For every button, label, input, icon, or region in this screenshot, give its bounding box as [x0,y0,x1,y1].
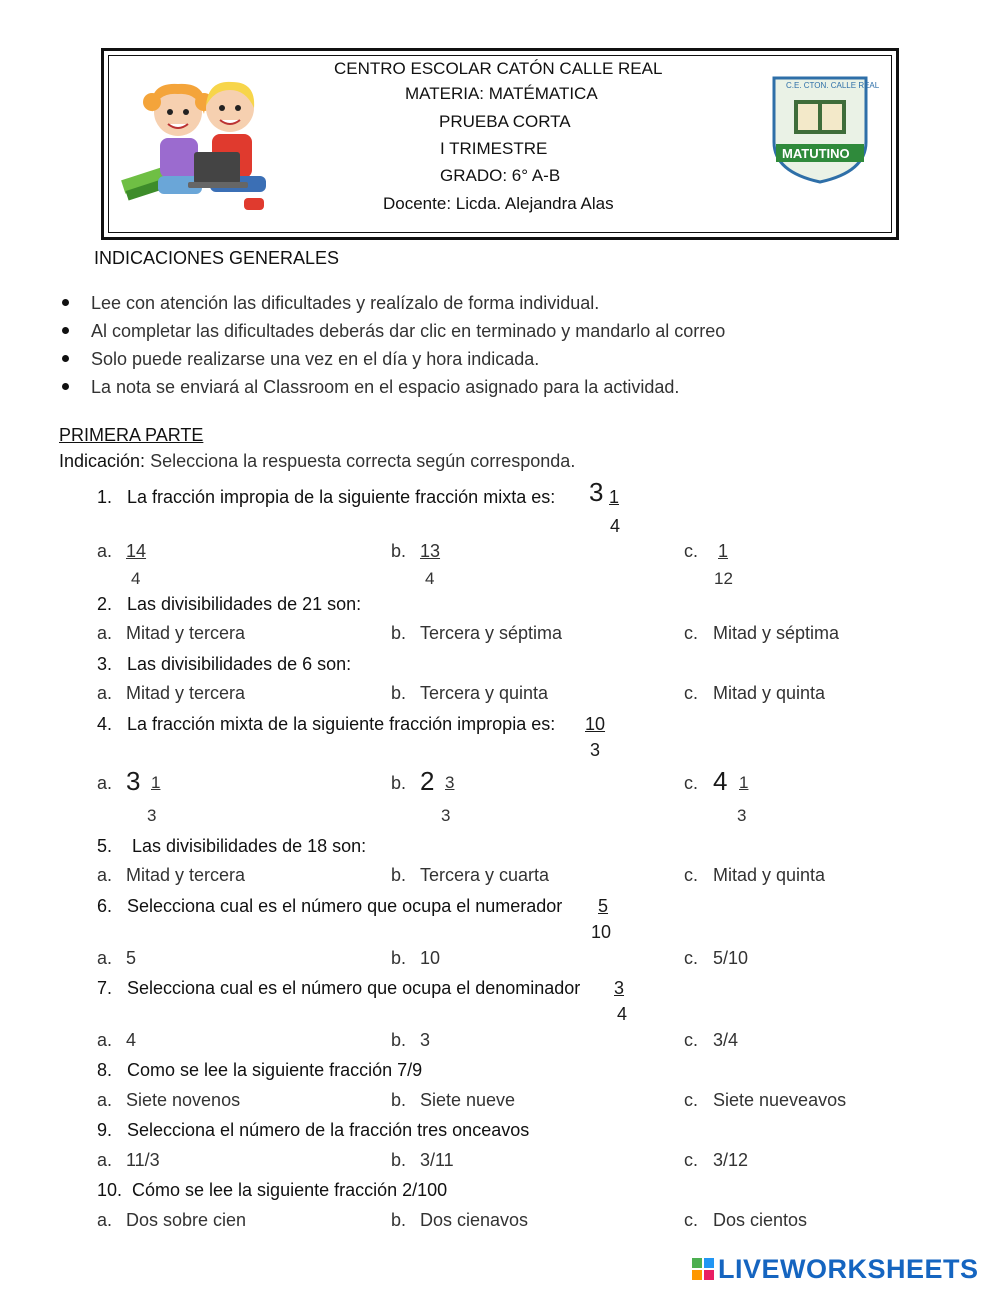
instruction-item: Al completar las dificultades deberás dar clic en terminado y mandarlo al correo [62,321,725,342]
q3-option-a[interactable]: a. Mitad y tercera [97,683,246,703]
q4-option-c-num: 1 [739,773,749,792]
subject-line: MATERIA: MATÉMATICA [405,84,598,103]
instruction-item: La nota se enviará al Classroom en el espacio asignado para la actividad. [62,377,679,398]
question-10: 10. Cómo se lee la siguiente fracción 2/100 [97,1180,448,1200]
badge-text: MATUTINO [782,146,850,161]
q7-denominator: 4 [617,1004,628,1024]
instruction-item: Solo puede realizarse una vez en el día y hora indicada. [62,349,539,370]
q1-option-b-den: 4 [425,569,435,588]
kids-illustration [118,72,288,220]
q7-numerator: 3 [614,978,625,998]
q8-option-c[interactable]: c. Siete nueveavos [684,1090,847,1110]
bullet-icon [62,383,69,390]
q4-option-a-den: 3 [147,806,157,825]
q1-option-c[interactable]: c. 1 [684,541,729,561]
q9-option-b[interactable]: b. 3/11 [391,1150,454,1170]
q8-option-a[interactable]: a. Siete novenos [97,1090,241,1110]
q5-option-a[interactable]: a. Mitad y tercera [97,865,246,885]
q1-whole: 3 [589,477,604,507]
q1-option-b[interactable]: b. 13 [391,541,441,561]
question-4: 4. La fracción mixta de la siguiente fracción impropia es: [97,714,556,734]
q10-option-c[interactable]: c. Dos cientos [684,1210,808,1230]
indication [59,451,575,472]
q1-denominator: 4 [610,516,621,536]
q1-option-a[interactable]: a. 14 [97,541,147,561]
q4-option-b-den: 3 [441,806,451,825]
bullet-icon [62,299,69,306]
grade-line: GRADO: 6° A-B [440,166,561,185]
instruction-item: Lee con atención las dificultades y realízalo de forma individual. [62,293,599,314]
q6-numerator: 5 [598,896,609,916]
q7-option-c[interactable]: c. 3/4 [684,1030,739,1050]
q5-option-b[interactable]: b. Tercera y cuarta [391,865,550,885]
q2-option-a[interactable]: a. Mitad y tercera [97,623,246,643]
test-line: PRUEBA CORTA [439,112,571,131]
bullet-icon [62,327,69,334]
q4-option-b[interactable]: b. [391,773,407,793]
q4-option-c-whole: 4 [713,766,728,796]
question-7: 7. Selecciona cual es el número que ocupa el denominador [97,978,581,998]
q5-option-c[interactable]: c. Mitad y quinta [684,865,826,885]
q4-option-b-whole: 2 [420,766,435,796]
question-9: 9. Selecciona el número de la fracción tres onceavos [97,1120,530,1140]
liveworksheets-brand[interactable]: LIVEWORKSHEETS [692,1254,979,1285]
q2-option-b[interactable]: b. Tercera y séptima [391,623,563,643]
question-3: 3. Las divisibilidades de 6 son: [97,654,352,674]
liveworksheets-logo-icon [692,1258,714,1280]
indication-text: Selecciona la respuesta correcta según corresponda. [145,451,576,471]
q9-option-a[interactable]: a. 11/3 [97,1150,160,1170]
question-6: 6. Selecciona cual es el número que ocupa el numerador [97,896,563,916]
question-1: 1. La fracción impropia de la siguiente fracción mixta es: [97,487,556,507]
question-2: 2. Las divisibilidades de 21 son: [97,594,362,614]
part-title: PRIMERA PARTE [59,425,204,445]
question-8: 8. Como se lee la siguiente fracción 7/9 [97,1060,423,1080]
q10-option-b[interactable]: b. Dos cienavos [391,1210,529,1230]
q6-option-c[interactable]: c. 5/10 [684,948,749,968]
q4-option-a-num: 1 [151,773,161,792]
q6-option-b[interactable]: b. 10 [391,948,441,968]
q7-option-a[interactable]: a. 4 [97,1030,137,1050]
indication-label: Indicación: [59,451,146,471]
q4-option-c-den: 3 [737,806,747,825]
question-5: 5. Las divisibilidades de 18 son: [97,836,367,856]
badge-arc-text: C.E. CTON. CALLE REAL [786,81,880,90]
school-name: CENTRO ESCOLAR CATÓN CALLE REAL [334,59,663,78]
q4-denominator: 3 [590,740,601,760]
q4-numerator: 10 [585,714,606,734]
q4-option-a-whole: 3 [126,766,141,796]
q4-option-a[interactable]: a. [97,773,113,793]
term-line: I TRIMESTRE [440,139,548,158]
instructions-title: INDICACIONES GENERALES [94,248,340,268]
q4-option-b-num: 3 [445,773,455,792]
bullet-icon [62,355,69,362]
q10-option-a[interactable]: a. Dos sobre cien [97,1210,247,1230]
q1-option-a-den: 4 [131,569,141,588]
q2-option-c[interactable]: c. Mitad y séptima [684,623,840,643]
q3-option-b[interactable]: b. Tercera y quinta [391,683,549,703]
q3-option-c[interactable]: c. Mitad y quinta [684,683,826,703]
q8-option-b[interactable]: b. Siete nueve [391,1090,516,1110]
q6-option-a[interactable]: a. 5 [97,948,137,968]
q6-denominator: 10 [591,922,612,942]
teacher-line: Docente: Licda. Alejandra Alas [383,194,614,213]
q7-option-b[interactable]: b. 3 [391,1030,431,1050]
q1-option-c-den: 12 [714,569,733,588]
q1-numerator: 1 [609,487,620,507]
q4-option-c[interactable]: c. [684,773,699,793]
q9-option-c[interactable]: c. 3/12 [684,1150,749,1170]
